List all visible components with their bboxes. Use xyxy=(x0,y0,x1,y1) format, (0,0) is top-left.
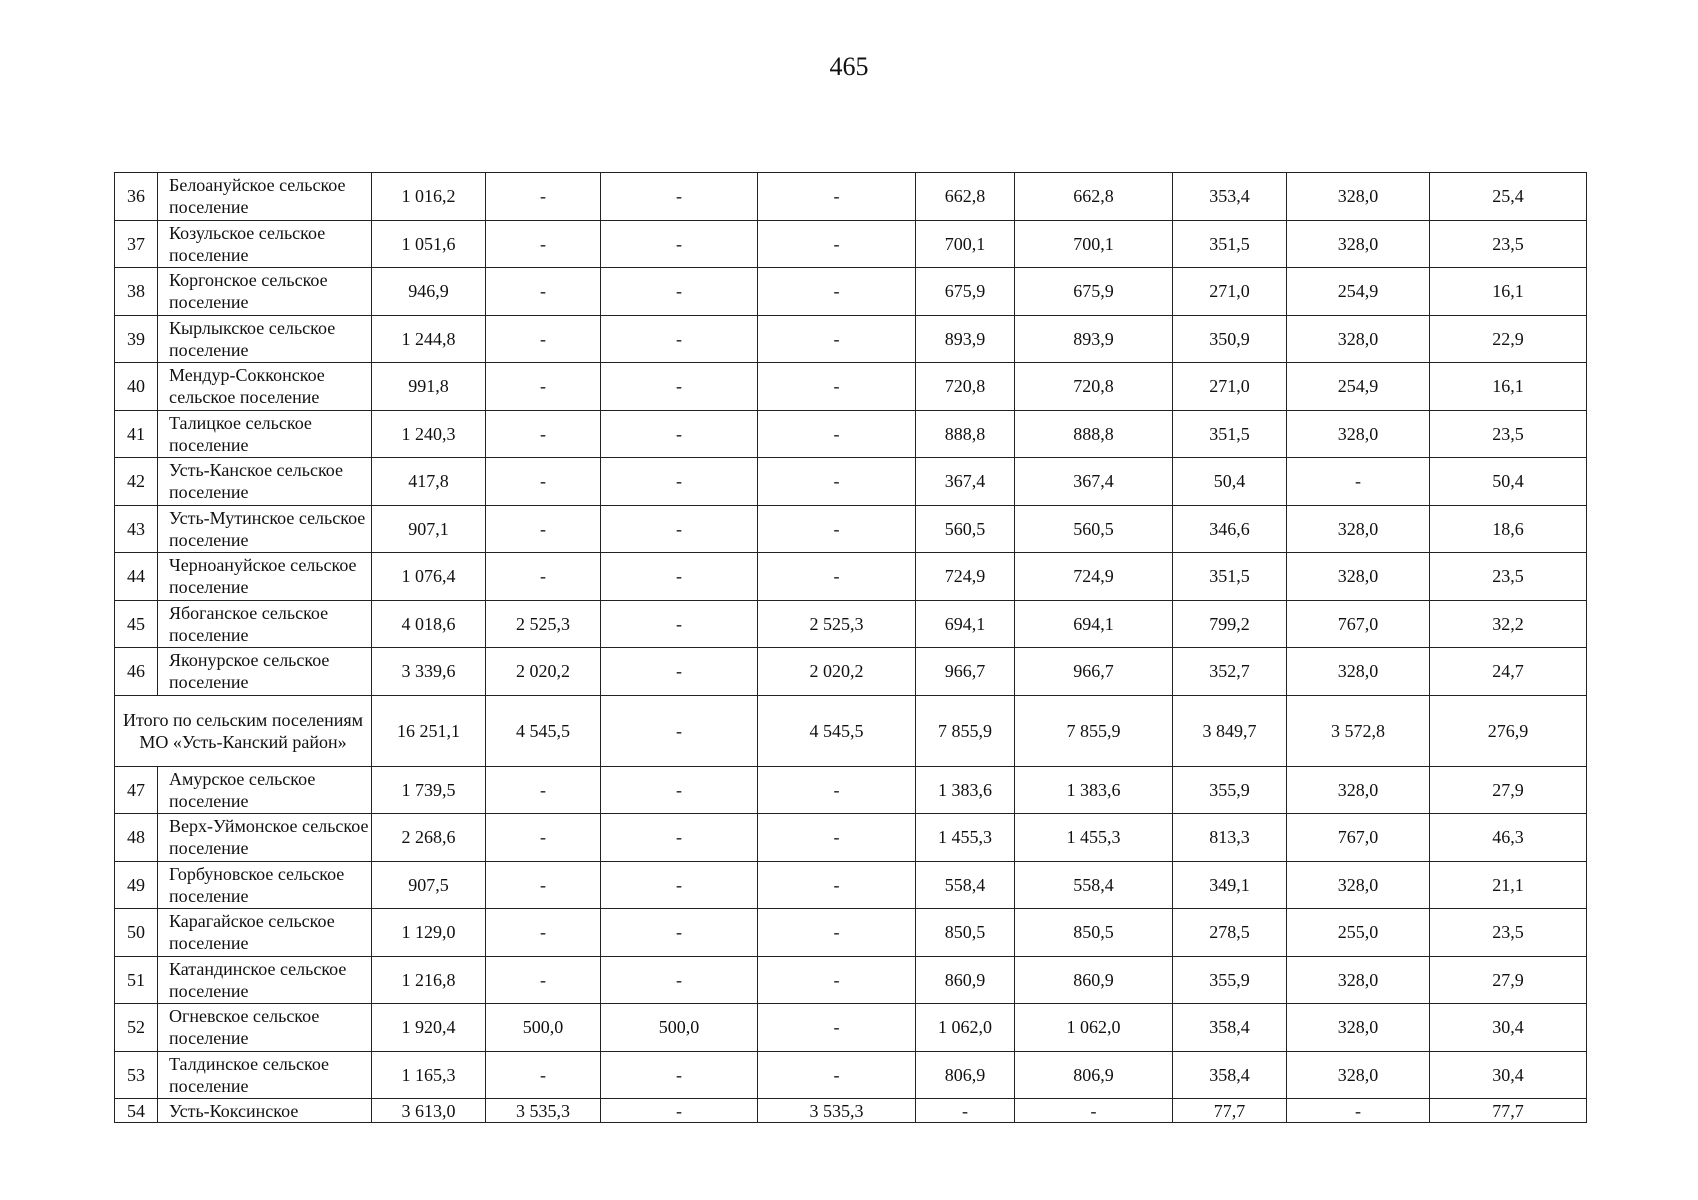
value-cell-col-2: - xyxy=(486,956,601,1004)
value-cell-col-5: 694,1 xyxy=(916,600,1015,648)
value-cell-col-1: 1 051,6 xyxy=(372,220,486,268)
value-cell-col-5: 860,9 xyxy=(916,956,1015,1004)
value-cell-col-9: 24,7 xyxy=(1430,648,1587,696)
value-cell-col-5: 806,9 xyxy=(916,1051,1015,1099)
value-cell-col-9: 23,5 xyxy=(1430,553,1587,601)
value-cell-col-3: - xyxy=(601,1051,758,1099)
value-cell-col-9: 23,5 xyxy=(1430,220,1587,268)
value-cell-col-7: 352,7 xyxy=(1173,648,1287,696)
settlement-name-cell: Катандинское сельское поселение xyxy=(158,956,372,1004)
value-cell-col-1: 1 920,4 xyxy=(372,1004,486,1052)
value-cell-col-8: 254,9 xyxy=(1287,268,1430,316)
value-cell-col-8: 328,0 xyxy=(1287,956,1430,1004)
value-cell-col-8: 328,0 xyxy=(1287,1051,1430,1099)
value-cell-col-7: 77,7 xyxy=(1173,1099,1287,1123)
value-cell-col-3: - xyxy=(601,553,758,601)
value-cell-col-9: 46,3 xyxy=(1430,814,1587,862)
settlement-name-cell: Талдинское сельское поселение xyxy=(158,1051,372,1099)
value-cell-col-4: - xyxy=(758,553,916,601)
value-cell-col-5: 720,8 xyxy=(916,363,1015,411)
settlement-name-cell: Талицкое сельское поселение xyxy=(158,410,372,458)
value-cell-col-8: 254,9 xyxy=(1287,363,1430,411)
value-cell-col-4: - xyxy=(758,1051,916,1099)
value-cell-col-7: 813,3 xyxy=(1173,814,1287,862)
settlement-name-cell: Кырлыкское сельское поселение xyxy=(158,315,372,363)
table-row xyxy=(115,814,1587,862)
value-cell-col-8: 328,0 xyxy=(1287,1004,1430,1052)
value-cell-col-7: 353,4 xyxy=(1173,173,1287,221)
table-row xyxy=(115,1004,1587,1052)
value-cell-col-6: 694,1 xyxy=(1015,600,1173,648)
table-row xyxy=(115,315,1587,363)
value-cell-col-8: 328,0 xyxy=(1287,648,1430,696)
table-row xyxy=(115,909,1587,957)
value-cell-col-6: 893,9 xyxy=(1015,315,1173,363)
value-cell-col-1: 2 268,6 xyxy=(372,814,486,862)
value-cell-col-7: 3 849,7 xyxy=(1173,695,1287,766)
value-cell-col-7: 355,9 xyxy=(1173,956,1287,1004)
value-cell-col-1: 4 018,6 xyxy=(372,600,486,648)
value-cell-col-8: 255,0 xyxy=(1287,909,1430,957)
value-cell-col-6: 806,9 xyxy=(1015,1051,1173,1099)
value-cell-col-7: 351,5 xyxy=(1173,410,1287,458)
value-cell-col-2: 2 525,3 xyxy=(486,600,601,648)
row-number-cell: 50 xyxy=(115,909,158,957)
row-number-cell: 37 xyxy=(115,220,158,268)
value-cell-col-5: 367,4 xyxy=(916,458,1015,506)
value-cell-col-5: 675,9 xyxy=(916,268,1015,316)
value-cell-col-4: 4 545,5 xyxy=(758,695,916,766)
value-cell-col-6: 675,9 xyxy=(1015,268,1173,316)
settlement-name-cell: Усть-Мутинское сельское поселение xyxy=(158,505,372,553)
row-number-cell: 49 xyxy=(115,861,158,909)
value-cell-col-6: 1 455,3 xyxy=(1015,814,1173,862)
value-cell-col-8: 328,0 xyxy=(1287,410,1430,458)
value-cell-col-9: 50,4 xyxy=(1430,458,1587,506)
table-row xyxy=(115,648,1587,696)
table-row xyxy=(115,458,1587,506)
value-cell-col-5: 893,9 xyxy=(916,315,1015,363)
value-cell-col-1: 3 339,6 xyxy=(372,648,486,696)
table-row xyxy=(115,956,1587,1004)
settlement-name-cell: Ябоганское сельское поселение xyxy=(158,600,372,648)
value-cell-col-3: - xyxy=(601,766,758,814)
value-cell-col-6: 860,9 xyxy=(1015,956,1173,1004)
value-cell-col-8: - xyxy=(1287,458,1430,506)
value-cell-col-6: 7 855,9 xyxy=(1015,695,1173,766)
value-cell-col-5: 888,8 xyxy=(916,410,1015,458)
value-cell-col-4: - xyxy=(758,505,916,553)
value-cell-col-4: - xyxy=(758,173,916,221)
value-cell-col-6: 850,5 xyxy=(1015,909,1173,957)
value-cell-col-4: - xyxy=(758,814,916,862)
table-row xyxy=(115,173,1587,221)
value-cell-col-4: - xyxy=(758,956,916,1004)
value-cell-col-8: 328,0 xyxy=(1287,315,1430,363)
table-row xyxy=(115,1051,1587,1099)
value-cell-col-9: 32,2 xyxy=(1430,600,1587,648)
value-cell-col-8: 767,0 xyxy=(1287,814,1430,862)
value-cell-col-5: 966,7 xyxy=(916,648,1015,696)
value-cell-col-9: 25,4 xyxy=(1430,173,1587,221)
table-row xyxy=(115,766,1587,814)
value-cell-col-7: 346,6 xyxy=(1173,505,1287,553)
settlement-name-cell: Коргонское сельское поселение xyxy=(158,268,372,316)
row-number-cell: 47 xyxy=(115,766,158,814)
row-number-cell: 39 xyxy=(115,315,158,363)
settlement-name-cell: Верх-Уймонское сельское поселение xyxy=(158,814,372,862)
value-cell-col-1: 946,9 xyxy=(372,268,486,316)
value-cell-col-7: 271,0 xyxy=(1173,363,1287,411)
value-cell-col-6: 1 062,0 xyxy=(1015,1004,1173,1052)
value-cell-col-5: 7 855,9 xyxy=(916,695,1015,766)
table-row xyxy=(115,861,1587,909)
value-cell-col-6: 367,4 xyxy=(1015,458,1173,506)
value-cell-col-7: 271,0 xyxy=(1173,268,1287,316)
page-number: 465 xyxy=(829,52,869,81)
budget-table xyxy=(114,172,1587,1123)
value-cell-col-5: - xyxy=(916,1099,1015,1123)
value-cell-col-8: 328,0 xyxy=(1287,220,1430,268)
value-cell-col-5: 560,5 xyxy=(916,505,1015,553)
settlement-name-cell: Усть-Канское сельское поселение xyxy=(158,458,372,506)
value-cell-col-8: 328,0 xyxy=(1287,505,1430,553)
value-cell-col-9: 30,4 xyxy=(1430,1051,1587,1099)
value-cell-col-7: 358,4 xyxy=(1173,1004,1287,1052)
row-number-cell: 54 xyxy=(115,1099,158,1123)
value-cell-col-3: - xyxy=(601,648,758,696)
value-cell-col-5: 850,5 xyxy=(916,909,1015,957)
value-cell-col-8: 767,0 xyxy=(1287,600,1430,648)
value-cell-col-2: - xyxy=(486,220,601,268)
value-cell-col-9: 23,5 xyxy=(1430,410,1587,458)
value-cell-col-4: 2 525,3 xyxy=(758,600,916,648)
value-cell-col-4: - xyxy=(758,458,916,506)
table-row xyxy=(115,553,1587,601)
value-cell-col-4: - xyxy=(758,909,916,957)
value-cell-col-1: 1 165,3 xyxy=(372,1051,486,1099)
value-cell-col-6: - xyxy=(1015,1099,1173,1123)
value-cell-col-2: - xyxy=(486,553,601,601)
value-cell-col-3: - xyxy=(601,173,758,221)
value-cell-col-8: 3 572,8 xyxy=(1287,695,1430,766)
value-cell-col-6: 1 383,6 xyxy=(1015,766,1173,814)
value-cell-col-2: - xyxy=(486,268,601,316)
row-number-cell: 40 xyxy=(115,363,158,411)
value-cell-col-4: 2 020,2 xyxy=(758,648,916,696)
value-cell-col-7: 278,5 xyxy=(1173,909,1287,957)
settlement-name-cell: Горбуновское сельское поселение xyxy=(158,861,372,909)
row-number-cell: 52 xyxy=(115,1004,158,1052)
value-cell-col-6: 966,7 xyxy=(1015,648,1173,696)
table-row xyxy=(115,600,1587,648)
value-cell-col-2: 500,0 xyxy=(486,1004,601,1052)
value-cell-col-7: 355,9 xyxy=(1173,766,1287,814)
value-cell-col-2: 3 535,3 xyxy=(486,1099,601,1123)
value-cell-col-5: 1 455,3 xyxy=(916,814,1015,862)
value-cell-col-3: - xyxy=(601,410,758,458)
value-cell-col-4: - xyxy=(758,315,916,363)
table-row xyxy=(115,410,1587,458)
value-cell-col-1: 1 216,8 xyxy=(372,956,486,1004)
value-cell-col-1: 1 016,2 xyxy=(372,173,486,221)
settlement-name-cell: Козульское сельское поселение xyxy=(158,220,372,268)
value-cell-col-9: 77,7 xyxy=(1430,1099,1587,1123)
value-cell-col-2: - xyxy=(486,458,601,506)
value-cell-col-3: - xyxy=(601,268,758,316)
value-cell-col-8: - xyxy=(1287,1099,1430,1123)
value-cell-col-5: 724,9 xyxy=(916,553,1015,601)
settlement-name-cell: Яконурское сельское поселение xyxy=(158,648,372,696)
value-cell-col-3: - xyxy=(601,220,758,268)
value-cell-col-3: - xyxy=(601,315,758,363)
table-row xyxy=(115,268,1587,316)
row-number-cell: 51 xyxy=(115,956,158,1004)
value-cell-col-3: - xyxy=(601,861,758,909)
value-cell-col-4: - xyxy=(758,1004,916,1052)
value-cell-col-8: 328,0 xyxy=(1287,553,1430,601)
table-body xyxy=(115,173,1587,1123)
value-cell-col-7: 350,9 xyxy=(1173,315,1287,363)
value-cell-col-4: - xyxy=(758,410,916,458)
value-cell-col-1: 417,8 xyxy=(372,458,486,506)
table-row xyxy=(115,1099,1587,1123)
settlement-name-cell: Карагайское сельское поселение xyxy=(158,909,372,957)
value-cell-col-5: 558,4 xyxy=(916,861,1015,909)
value-cell-col-3: 500,0 xyxy=(601,1004,758,1052)
value-cell-col-1: 1 076,4 xyxy=(372,553,486,601)
value-cell-col-6: 720,8 xyxy=(1015,363,1173,411)
value-cell-col-4: - xyxy=(758,766,916,814)
value-cell-col-6: 662,8 xyxy=(1015,173,1173,221)
settlement-name-cell: Белоануйское сельское поселение xyxy=(158,173,372,221)
value-cell-col-1: 907,5 xyxy=(372,861,486,909)
value-cell-col-9: 16,1 xyxy=(1430,268,1587,316)
value-cell-col-1: 16 251,1 xyxy=(372,695,486,766)
value-cell-col-5: 662,8 xyxy=(916,173,1015,221)
row-number-cell: 41 xyxy=(115,410,158,458)
value-cell-col-4: - xyxy=(758,363,916,411)
value-cell-col-7: 50,4 xyxy=(1173,458,1287,506)
value-cell-col-4: 3 535,3 xyxy=(758,1099,916,1123)
value-cell-col-9: 27,9 xyxy=(1430,766,1587,814)
value-cell-col-2: - xyxy=(486,173,601,221)
table-row xyxy=(115,220,1587,268)
value-cell-col-7: 349,1 xyxy=(1173,861,1287,909)
value-cell-col-3: - xyxy=(601,1099,758,1123)
value-cell-col-3: - xyxy=(601,814,758,862)
value-cell-col-5: 700,1 xyxy=(916,220,1015,268)
row-number-cell: 36 xyxy=(115,173,158,221)
value-cell-col-2: - xyxy=(486,505,601,553)
row-number-cell: 38 xyxy=(115,268,158,316)
value-cell-col-2: - xyxy=(486,814,601,862)
value-cell-col-6: 700,1 xyxy=(1015,220,1173,268)
value-cell-col-2: - xyxy=(486,766,601,814)
value-cell-col-1: 1 244,8 xyxy=(372,315,486,363)
value-cell-col-6: 724,9 xyxy=(1015,553,1173,601)
value-cell-col-3: - xyxy=(601,909,758,957)
value-cell-col-1: 1 739,5 xyxy=(372,766,486,814)
value-cell-col-9: 22,9 xyxy=(1430,315,1587,363)
value-cell-col-1: 907,1 xyxy=(372,505,486,553)
value-cell-col-9: 21,1 xyxy=(1430,861,1587,909)
row-number-cell: 42 xyxy=(115,458,158,506)
value-cell-col-2: - xyxy=(486,410,601,458)
value-cell-col-9: 27,9 xyxy=(1430,956,1587,1004)
table-total-row xyxy=(115,695,1587,766)
value-cell-col-3: - xyxy=(601,600,758,648)
value-cell-col-2: - xyxy=(486,909,601,957)
value-cell-col-9: 23,5 xyxy=(1430,909,1587,957)
value-cell-col-3: - xyxy=(601,363,758,411)
settlement-name-cell: Огневское сельское поселение xyxy=(158,1004,372,1052)
value-cell-col-8: 328,0 xyxy=(1287,173,1430,221)
row-number-cell: 44 xyxy=(115,553,158,601)
settlement-name-cell: Мендур-Сокконское сельское поселение xyxy=(158,363,372,411)
value-cell-col-2: - xyxy=(486,861,601,909)
total-label-cell: Итого по сельским поселениям МО «Усть-Канский район» xyxy=(115,695,372,766)
value-cell-col-5: 1 062,0 xyxy=(916,1004,1015,1052)
value-cell-col-8: 328,0 xyxy=(1287,766,1430,814)
value-cell-col-1: 1 129,0 xyxy=(372,909,486,957)
row-number-cell: 48 xyxy=(115,814,158,862)
row-number-cell: 43 xyxy=(115,505,158,553)
settlement-name-cell: Черноануйское сельское поселение xyxy=(158,553,372,601)
row-number-cell: 53 xyxy=(115,1051,158,1099)
value-cell-col-1: 1 240,3 xyxy=(372,410,486,458)
value-cell-col-4: - xyxy=(758,220,916,268)
row-number-cell: 46 xyxy=(115,648,158,696)
value-cell-col-9: 16,1 xyxy=(1430,363,1587,411)
value-cell-col-9: 30,4 xyxy=(1430,1004,1587,1052)
value-cell-col-8: 328,0 xyxy=(1287,861,1430,909)
value-cell-col-6: 888,8 xyxy=(1015,410,1173,458)
value-cell-col-6: 558,4 xyxy=(1015,861,1173,909)
value-cell-col-4: - xyxy=(758,861,916,909)
value-cell-col-6: 560,5 xyxy=(1015,505,1173,553)
value-cell-col-2: 2 020,2 xyxy=(486,648,601,696)
value-cell-col-9: 276,9 xyxy=(1430,695,1587,766)
value-cell-col-3: - xyxy=(601,695,758,766)
value-cell-col-2: - xyxy=(486,363,601,411)
value-cell-col-1: 3 613,0 xyxy=(372,1099,486,1123)
row-number-cell: 45 xyxy=(115,600,158,648)
settlement-name-cell: Усть-Коксинское xyxy=(158,1099,372,1123)
value-cell-col-7: 351,5 xyxy=(1173,220,1287,268)
value-cell-col-2: - xyxy=(486,315,601,363)
value-cell-col-5: 1 383,6 xyxy=(916,766,1015,814)
value-cell-col-3: - xyxy=(601,956,758,1004)
value-cell-col-4: - xyxy=(758,268,916,316)
table-row xyxy=(115,505,1587,553)
value-cell-col-7: 351,5 xyxy=(1173,553,1287,601)
table-row xyxy=(115,363,1587,411)
settlement-name-cell: Амурское сельское поселение xyxy=(158,766,372,814)
value-cell-col-9: 18,6 xyxy=(1430,505,1587,553)
value-cell-col-7: 799,2 xyxy=(1173,600,1287,648)
value-cell-col-3: - xyxy=(601,505,758,553)
value-cell-col-3: - xyxy=(601,458,758,506)
value-cell-col-2: - xyxy=(486,1051,601,1099)
value-cell-col-2: 4 545,5 xyxy=(486,695,601,766)
value-cell-col-7: 358,4 xyxy=(1173,1051,1287,1099)
value-cell-col-1: 991,8 xyxy=(372,363,486,411)
